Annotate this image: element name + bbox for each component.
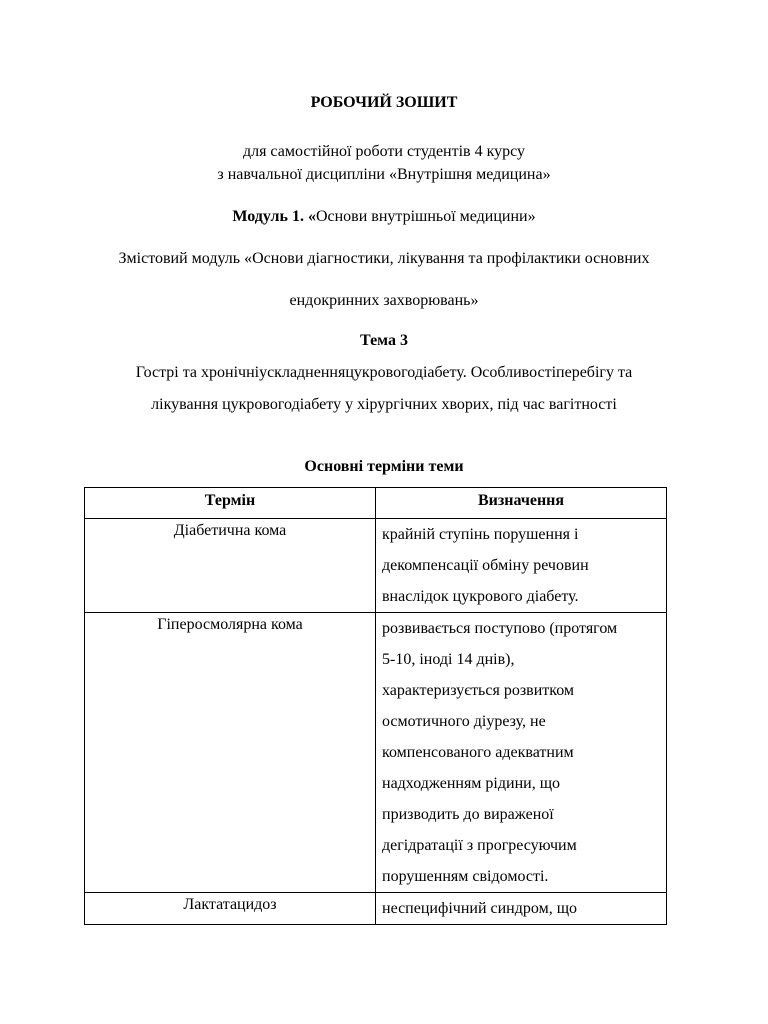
- definition-line: призводить до вираженої: [382, 806, 554, 823]
- table-row: [85, 893, 667, 925]
- definition-line: компенсованого адекватним: [382, 744, 574, 761]
- term-cell: Лактатацидоз: [85, 893, 376, 925]
- module-name: Основи внутрішньої медицини»: [315, 208, 536, 225]
- module-label: Модуль 1. «: [232, 208, 316, 225]
- definition-line: характеризується розвитком: [382, 682, 575, 699]
- definition-line: 5-10, іноді 14 днів),: [382, 651, 515, 668]
- topic-label: Тема 3: [360, 332, 408, 349]
- definition-line: розвивається поступово (протягом: [382, 620, 618, 637]
- definition-line: крайній ступінь порушення і: [382, 526, 579, 543]
- definition-cell: [376, 613, 667, 893]
- terms-heading: Основні терміни теми: [304, 458, 464, 475]
- topic-line-2: лікування цукровогодіабету у хірургічних хворих, під час вагітності: [151, 396, 617, 413]
- table-row: [85, 613, 667, 893]
- table-header-row: [85, 488, 667, 519]
- definition-cell: [376, 893, 667, 925]
- terms-table: [84, 487, 667, 925]
- definition-line: дегідратації з прогресуючим: [382, 837, 577, 854]
- content-module-line-1: Змістовий модуль «Основи діагностики, лікування та профілактики основних: [118, 250, 650, 267]
- column-header-definition: Визначення: [376, 488, 667, 519]
- subtitle-line-2: з навчальної дисципліни «Внутрішня медицина»: [217, 166, 551, 183]
- term-cell: Гіперосмолярна кома: [85, 613, 376, 893]
- definition-cell: [376, 519, 667, 613]
- document-title: РОБОЧИЙ ЗОШИТ: [310, 94, 458, 111]
- column-header-term: Термін: [85, 488, 376, 519]
- definition-line: внаслідок цукрового діабету.: [382, 588, 579, 605]
- subtitle-line-1: для самостійної роботи студентів 4 курсу: [242, 143, 526, 160]
- definition-line: неспецифічний синдром, що: [382, 900, 578, 917]
- term-cell: Діабетична кома: [85, 519, 376, 613]
- definition-line: осмотичного діурезу, не: [382, 713, 546, 730]
- topic-line-1: Гострі та хронічніускладненняцукровогодіабету. Особливостіперебігу та: [135, 364, 633, 381]
- content-module-line-2: ендокринних захворювань»: [289, 292, 479, 309]
- definition-line: декомпенсації обміну речовин: [382, 557, 589, 574]
- table-row: [85, 519, 667, 613]
- definition-line: порушенням свідомості.: [382, 868, 549, 885]
- definition-line: надходженням рідини, що: [382, 775, 561, 792]
- module-heading: [0, 208, 768, 226]
